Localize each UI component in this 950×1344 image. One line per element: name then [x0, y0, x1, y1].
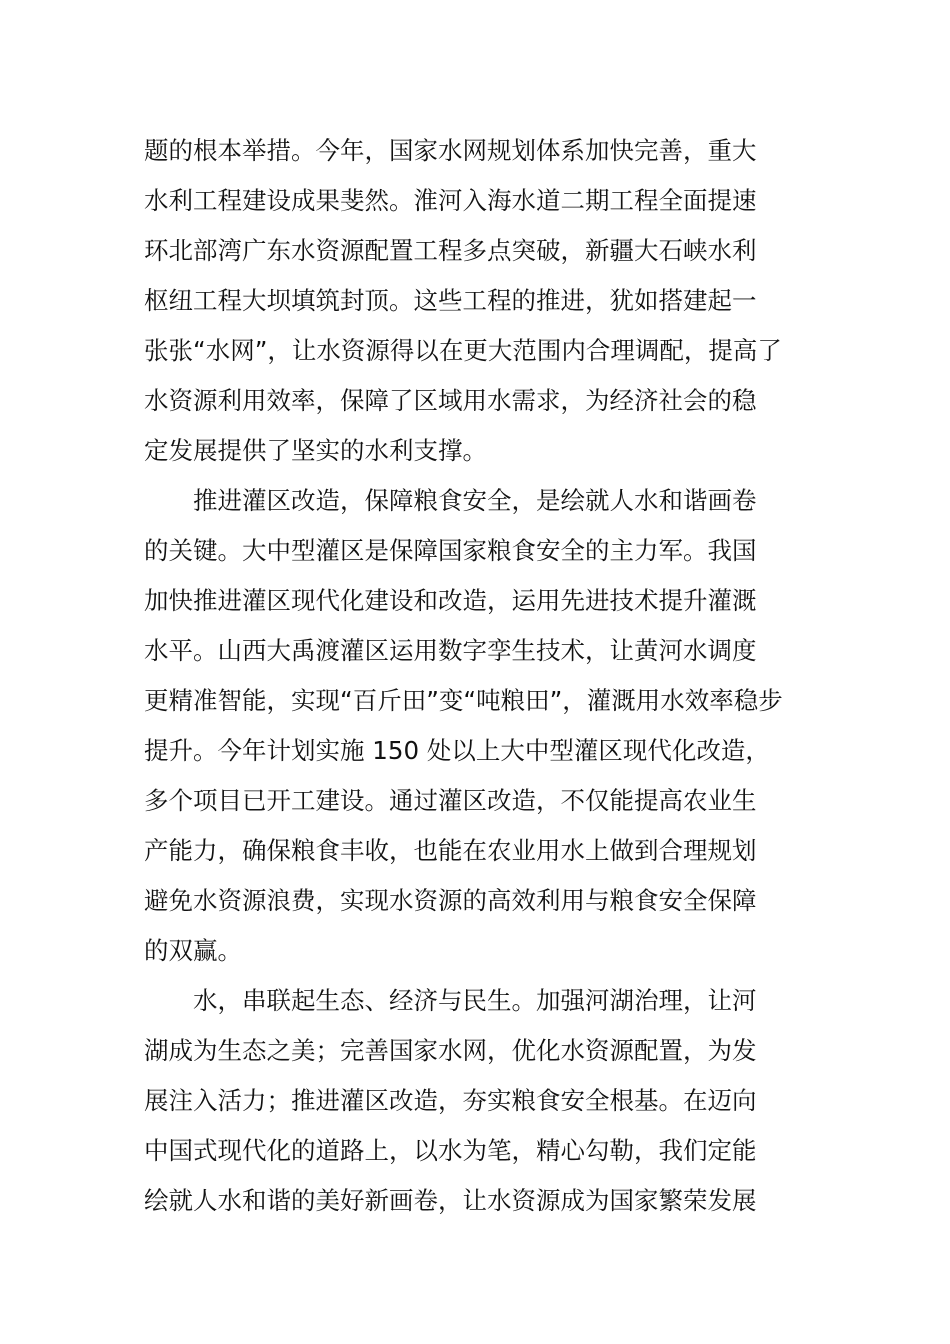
paragraph-1-line: 水利工程建设成果斐然。淮河入海水道二期工程全面提速 — [144, 186, 757, 215]
body-text — [144, 126, 806, 1226]
paragraph-3-line: 水，串联起生态、经济与民生。加强河湖治理，让河 — [193, 986, 757, 1015]
paragraph-1-line: 题的根本举措。今年，国家水网规划体系加快完善，重大 — [144, 136, 757, 165]
paragraph-2-line: 提升。今年计划实施 150 处以上大中型灌区现代化改造， — [144, 736, 770, 765]
paragraph-1-line: 定发展提供了坚实的水利支撑。 — [144, 436, 487, 465]
paragraph-3-line: 湖成为生态之美；完善国家水网，优化水资源配置，为发 — [144, 1036, 757, 1065]
paragraph-3-line: 展注入活力；推进灌区改造，夯实粮食安全根基。在迈向 — [144, 1086, 757, 1115]
paragraph-3-line: 绘就人水和谐的美好新画卷，让水资源成为国家繁荣发展 — [144, 1186, 757, 1215]
paragraph-2-line: 水平。山西大禹渡灌区运用数字孪生技术，让黄河水调度 — [144, 636, 757, 665]
paragraph-2-line: 产能力，确保粮食丰收，也能在农业用水上做到合理规划 — [144, 836, 757, 865]
paragraph-2-line: 的关键。大中型灌区是保障国家粮食安全的主力军。我国 — [144, 536, 757, 565]
paragraph-1-line: 枢纽工程大坝填筑封顶。这些工程的推进，犹如搭建起一 — [144, 286, 757, 315]
paragraph-2-line: 加快推进灌区现代化建设和改造，运用先进技术提升灌溉 — [144, 586, 757, 615]
paragraph-2-line: 的双赢。 — [144, 936, 242, 965]
paragraph-2-line: 推进灌区改造，保障粮食安全，是绘就人水和谐画卷 — [193, 486, 757, 515]
paragraph-2-line: 避免水资源浪费，实现水资源的高效利用与粮食安全保障 — [144, 886, 757, 915]
paragraph-1-line: 水资源利用效率，保障了区域用水需求，为经济社会的稳 — [144, 386, 757, 415]
paragraph-1-line: 张张“水网”，让水资源得以在更大范围内合理调配，提高了 — [144, 336, 782, 365]
paragraph-1-line: 环北部湾广东水资源配置工程多点突破，新疆大石峡水利 — [144, 236, 757, 265]
paragraph-2-line: 多个项目已开工建设。通过灌区改造，不仅能提高农业生 — [144, 786, 757, 815]
paragraph-3-line: 中国式现代化的道路上，以水为笔，精心勾勒，我们定能 — [144, 1136, 757, 1165]
paragraph-2-line: 更精准智能，实现“百斤田”变“吨粮田”，灌溉用水效率稳步 — [144, 686, 783, 715]
